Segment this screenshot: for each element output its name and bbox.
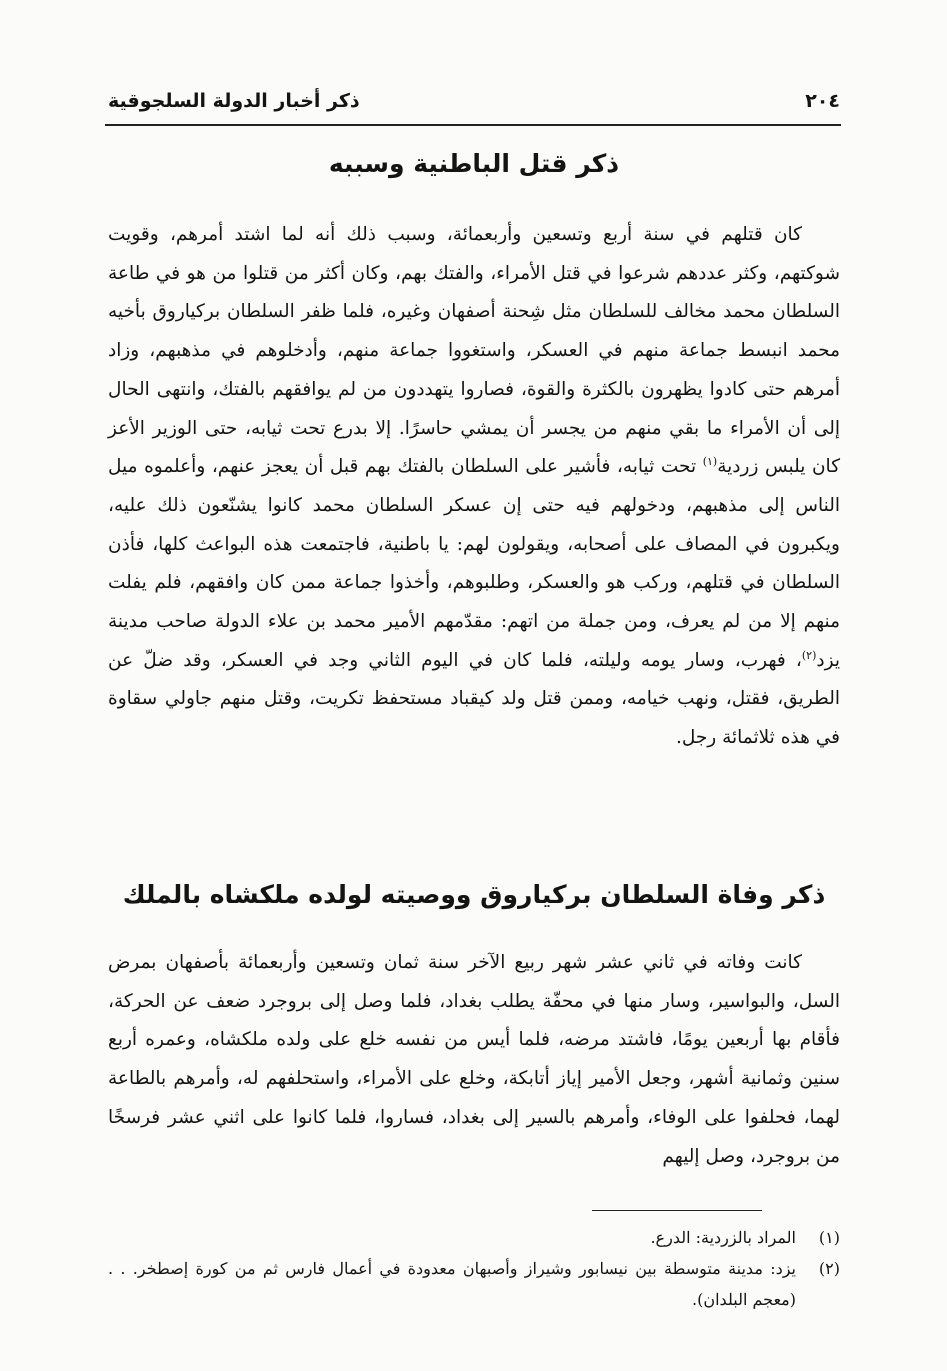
paragraph-batiniyya: [108, 216, 840, 758]
section-heading-barkiyaruq-death: ذكر وفاة السلطان بركياروق ووصيته لولده ملكشاه بالملك: [122, 880, 826, 909]
page-number: ٢٠٤: [805, 90, 840, 112]
footnote-marker: (٢): [818, 1259, 840, 1278]
footnotes: [108, 1222, 840, 1315]
paragraph-text: كانت وفاته في ثاني عشر شهر ربيع الآخر سنة ثمان وتسعين وأربعمائة بأصفهان بمرض السل، والبواسير، وسار منها في محفّة يطلب بغداد، فلما وصل إلى بروجرد ضعف عن الحركة، فأقام بها أربعين يومًا، فاشتد مرضه، فلما أيس من نفسه خلع على ولده ملكشاه، وعمره أربع سنين وثمانية أشهر، وجعل الأمير إياز أتابكة، وخلع على الأمراء، واستحلفهم له، وأمرهم بالطاعة لهما، فحلفوا على الوفاء، وأمرهم بالسير إلى بغداد، فساروا، فلما كانوا على اثني عشر فرسخًا من بروجرد، وصل إليهم: [108, 952, 840, 1167]
text-run: تحت ثيابه، فأشير على السلطان بالفتك بهم قبل أن يعجز عنهم، وأعلموه ميل الناس إلى مذهبهم، ودخولهم فيه حتى إن عسكر السلطان محمد كانوا يشنّعون ذلك عليه، ويكبرون في المصاف على أصحابه، ويقولون لهم: يا باطنية، فاجتمعت هذه البواعث كلها، فأذن السلطان في قتلهم، وركب هو والعسكر، وطلبوهم، وأخذوا جماعة ممن كان وافقهم، فلم يفلت منهم إلا من لم يعرف، ومن جملة من اتهم: مقدّمهم الأمير محمد بن علاء الدولة صاحب مدينة يزد: [108, 456, 840, 671]
paragraph-text: [108, 216, 840, 758]
footnote-reference-1: (١): [702, 455, 718, 469]
header-rule: [105, 124, 841, 126]
footnote-text: يزد: مدينة متوسطة بين نيسابور وشيراز وأصبهان معدودة في أعمال فارس ثم من كورة إصطخر. . . (معجم البلدان).: [108, 1259, 796, 1309]
paragraph-barkiyaruq-death: [108, 944, 840, 1176]
footnote-text: المراد بالزردية: الدرع.: [650, 1228, 796, 1247]
footnote-marker: (١): [818, 1228, 840, 1247]
text-run: ، فهرب، وسار يومه وليلته، فلما كان في اليوم الثاني وجد في العسكر، وقد ضلّ عن الطريق، فقتل، ونهب خيامه، وممن قتل ولد كيقباد مستحفظ تكريت، وقتل منهم جاولي سقاوة في هذه ثلاثمائة رجل.: [108, 649, 840, 749]
running-title: ذكر أخبار الدولة السلجوقية: [108, 90, 360, 112]
running-header: [108, 80, 840, 124]
footnote-2: [108, 1253, 840, 1315]
section-heading-batiniyya: ذكر قتل الباطنية وسببه: [328, 149, 620, 178]
footnote-1: [108, 1222, 840, 1253]
text-run: كان قتلهم في سنة أربع وتسعين وأربعمائة، وسبب ذلك أنه لما اشتد أمرهم، وقويت شوكتهم، وكثر عددهم شرعوا في قتل الأمراء، والفتك بهم، وكان أكثر من قتلوا من هو في طاعة السلطان محمد مخالف للسلطان مثل شِحنة أصفهان وغيره، فلما ظفر السلطان بركياروق بأخيه محمد انبسط جماعة منهم في العسكر، واستغووا جماعة منهم، وأدخلوهم في مذهبهم، وزاد أمرهم حتى كادوا يظهرون بالكثرة والقوة، فصاروا يتهددون من لم يوافقهم بالفتك، وانتهى الحال إلى أن الأمراء ما بقي منهم من يجسر أن يمشي حاسرًا. إلا بدرع تحت ثيابه، حتى الوزير الأعز كان يلبس زردية: [108, 224, 841, 478]
footnote-rule: [592, 1210, 762, 1211]
footnote-reference-2: (٢): [801, 648, 817, 662]
